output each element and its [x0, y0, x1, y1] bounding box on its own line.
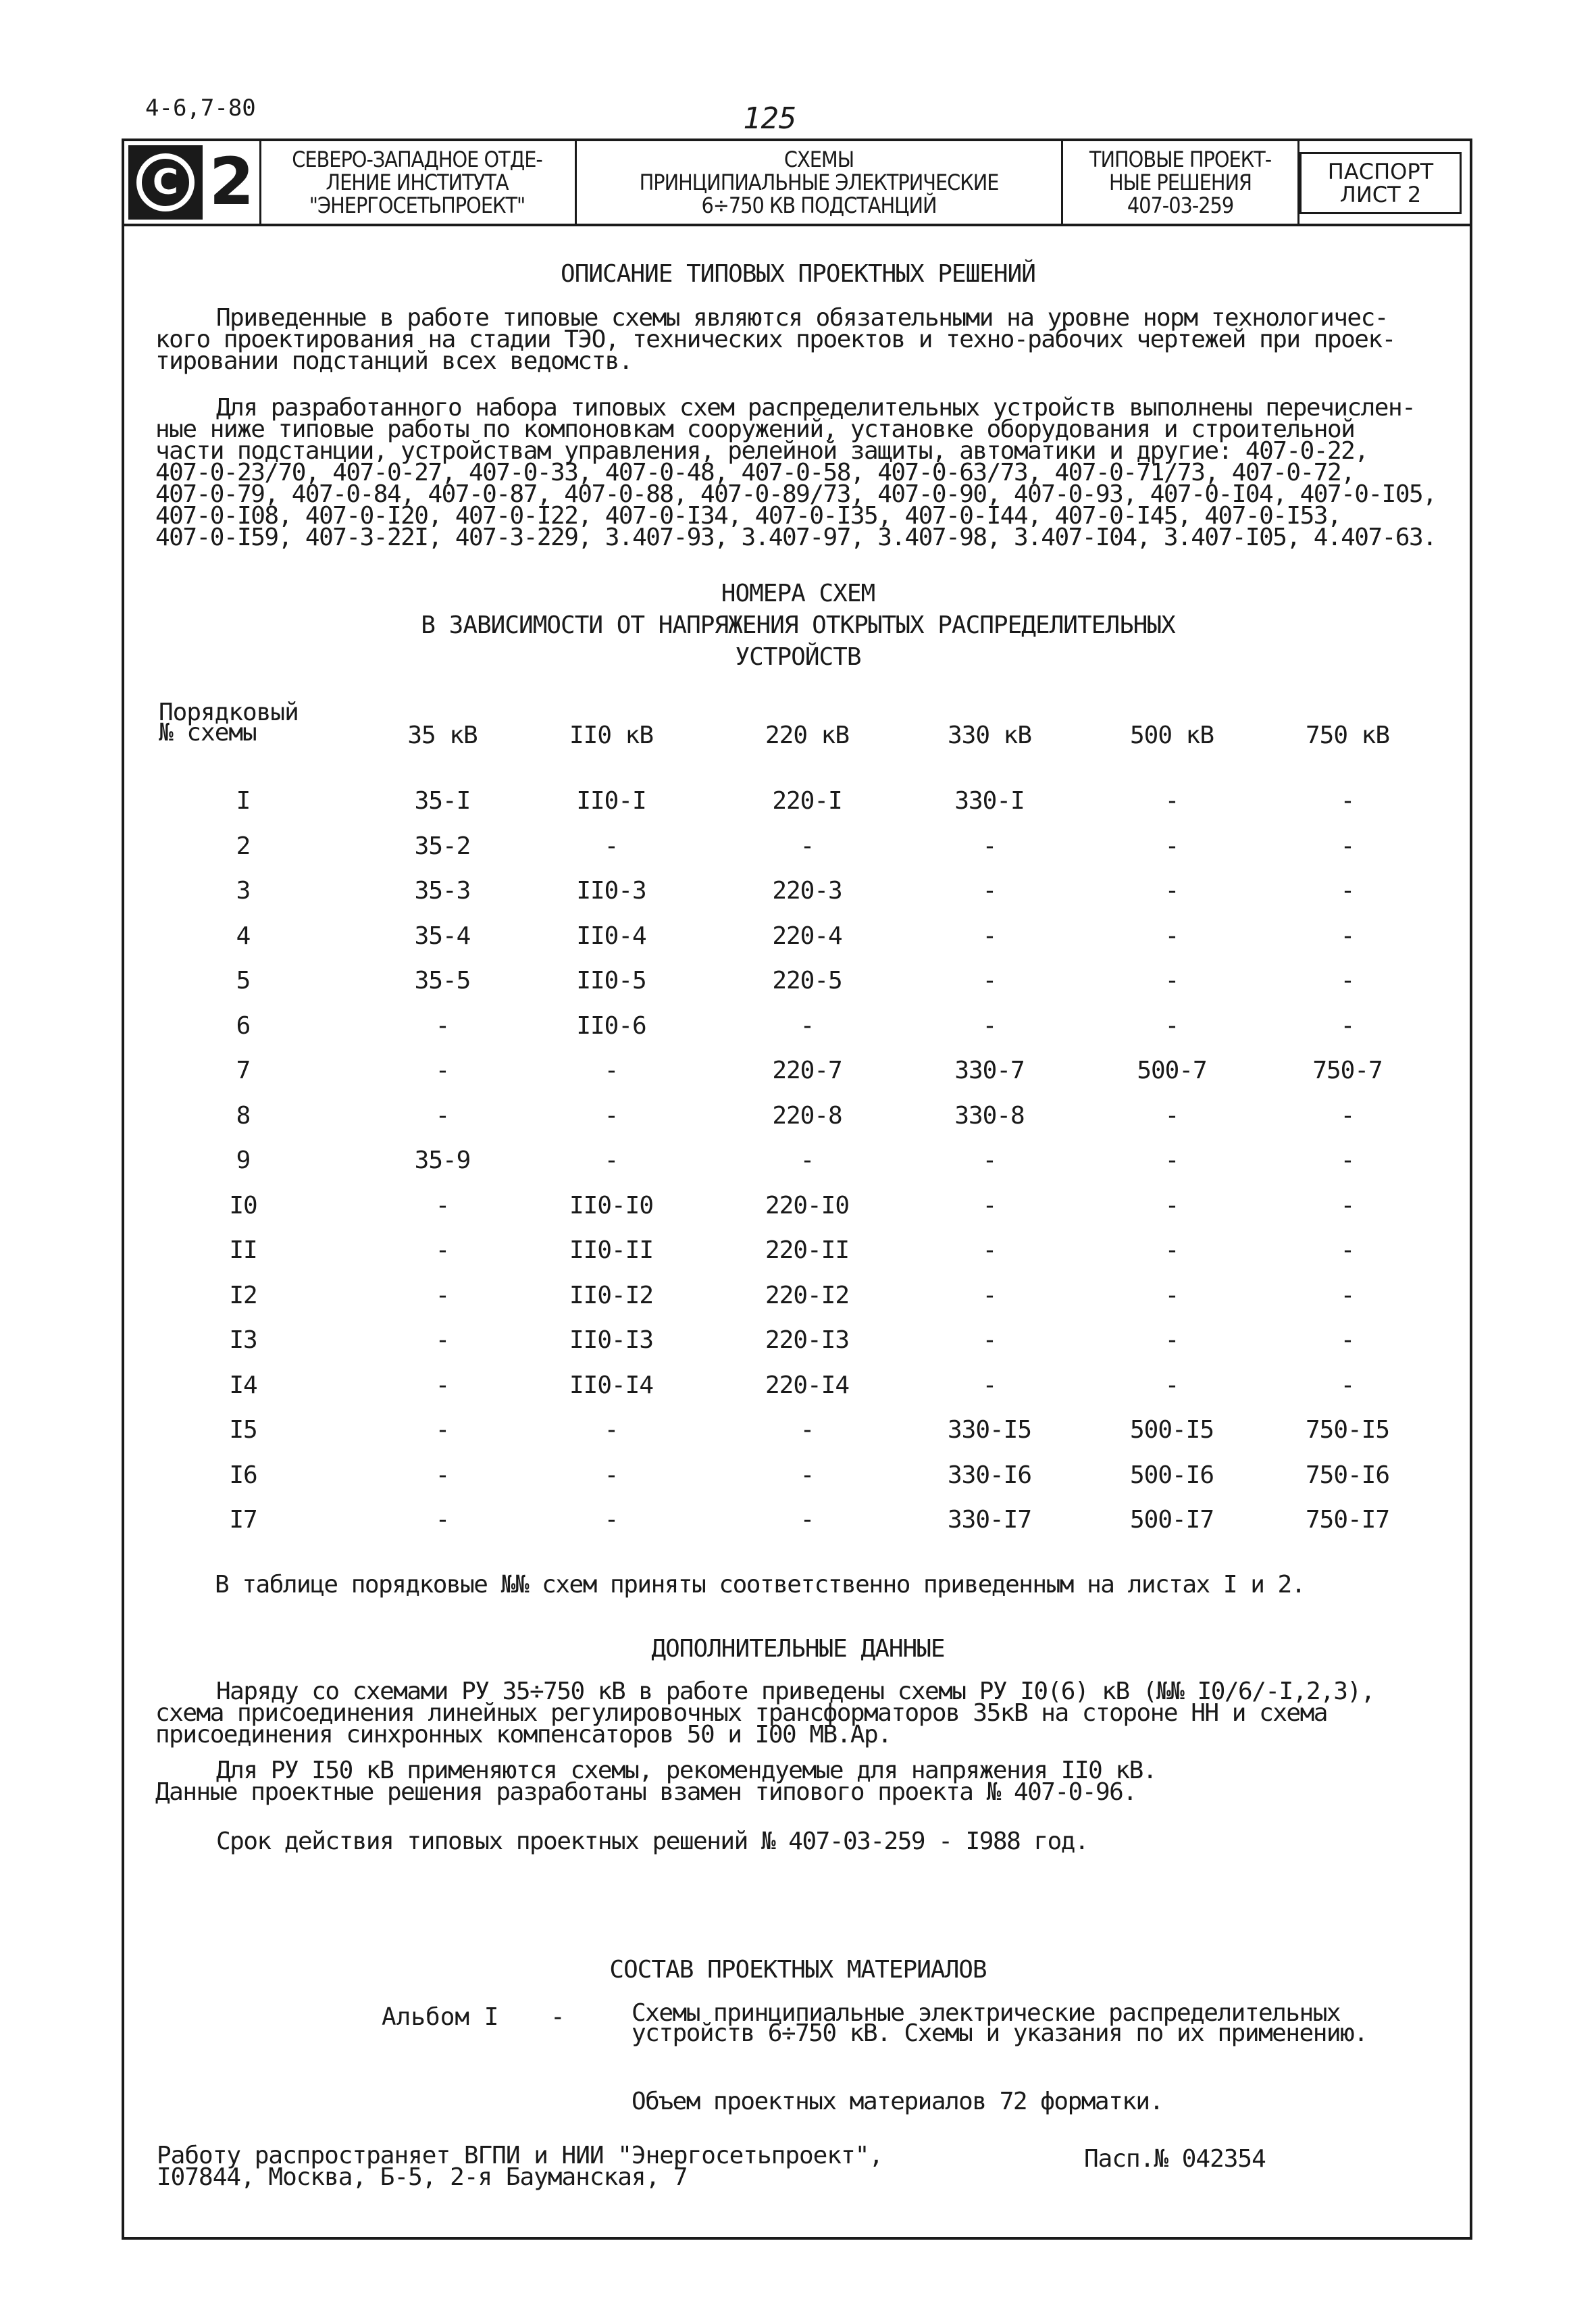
cell-220kv: 220-I0 — [765, 1192, 850, 1219]
logo-number: 2 — [209, 144, 255, 220]
cell-330kv: 330-7 — [954, 1057, 1025, 1084]
cell-220kv: - — [800, 832, 815, 860]
cell-330kv: - — [982, 922, 997, 950]
album-dash: - — [550, 2003, 565, 2031]
cell-35kv: - — [435, 1057, 450, 1084]
title-line-2: ПРИНЦИПИАЛЬНЫЕ ЭЛЕКТРИЧЕСКИЕ — [639, 170, 999, 195]
sheet-line-2: ЛИСТ 2 — [1339, 182, 1422, 207]
cell-330kv: - — [982, 1236, 997, 1264]
cell-220kv: - — [800, 1147, 815, 1174]
cell-35kv: 35-5 — [414, 967, 471, 995]
cell-110kv: II0-I3 — [569, 1326, 654, 1354]
cell-330kv: - — [982, 1012, 997, 1040]
distributor-info: Работу распространяет ВГПИ и НИИ "Энергосетьпроект", I07844, Москва, Б-5, 2-я Бауманская, 7 — [157, 2142, 883, 2191]
row-number: 7 — [236, 1057, 251, 1084]
additional-title: ДОПОЛНИТЕЛЬНЫЕ ДАННЫЕ — [651, 1635, 945, 1663]
cell-220kv: - — [800, 1461, 815, 1489]
cell-110kv: - — [604, 1461, 619, 1489]
column-header-number-line-1: Порядковый — [159, 699, 299, 726]
cell-220kv: - — [800, 1506, 815, 1534]
series-cell — [1063, 141, 1299, 224]
cell-750kv: - — [1340, 1326, 1355, 1354]
cell-220kv: 220-4 — [772, 922, 842, 950]
cell-35kv: - — [435, 1372, 450, 1399]
description-paragraph-2: Для разработанного набора типовых схем распределительных устройств выполнены перечислен- ные ниже типовые работы по компоновкам сооружений, установке оборудования и строительной части подстанции, устройствам управления, релейной защиты, автоматики и другие: 407-0-22, 407-0-23/70, 407-0-27, 407-0-33, 407-0-48, 407-0-58, 407-0-63/73, 407-0-71/73, 407-0-72, 407-0-79, 407-0-84, 407-0-87, 407-0-88, 407-0-89/73, 407-0-90, 407-0-93, 407-0-I04, 407-0-I05, 407-0-I08, 407-0-I20, 407-0-I22, 407-0-I34, 407-0-I35, 407-0-I44, 407-0-I45, 407-0-I53, 407-0-I59, 407-3-22I, 407-3-229, 3.407-93, 3.407-97, 3.407-98, 3.407-I04, 3.407-I05, 4.407-63. — [155, 394, 1437, 551]
cell-750kv: 750-I7 — [1305, 1506, 1390, 1534]
row-number: 9 — [236, 1147, 251, 1174]
logo-mark-icon — [128, 145, 203, 220]
org-line-1: СЕВЕРО-ЗАПАДНОЕ ОТДЕ- — [292, 147, 542, 172]
org-line-2: ЛЕНИЕ ИНСТИТУТА — [326, 170, 509, 195]
cell-500kv: - — [1164, 922, 1179, 950]
table-note: В таблице порядковые №№ схем приняты соответственно приведенным на листах I и 2. — [215, 1571, 1305, 1599]
column-header-number — [159, 699, 299, 747]
institute-logo — [124, 141, 261, 224]
cell-500kv: - — [1164, 1236, 1179, 1264]
passport-number: Пасп.№ 042354 — [1084, 2145, 1266, 2173]
cell-500kv: 500-I7 — [1129, 1506, 1214, 1534]
column-header-750kv: 750 кВ — [1305, 722, 1390, 749]
cell-35kv: - — [435, 1461, 450, 1489]
table-title-line-3: УСТРОЙСТВ — [735, 643, 861, 671]
row-number: I6 — [229, 1461, 257, 1489]
cell-110kv: II0-I2 — [569, 1282, 654, 1309]
cell-110kv: - — [604, 1416, 619, 1444]
cell-750kv: - — [1340, 1282, 1355, 1309]
cell-330kv: - — [982, 832, 997, 860]
page-number: 125 — [743, 101, 797, 136]
title-line-1: СХЕМЫ — [783, 147, 854, 172]
row-number: I5 — [229, 1416, 257, 1444]
cell-750kv: - — [1340, 967, 1355, 995]
cell-330kv: - — [982, 877, 997, 905]
cell-750kv: - — [1340, 1192, 1355, 1219]
series-line-3: 407-03-259 — [1127, 193, 1234, 218]
cell-110kv: II0-I4 — [569, 1372, 654, 1399]
series-line-1: ТИПОВЫЕ ПРОЕКТ- — [1089, 147, 1272, 172]
cell-220kv: 220-I3 — [765, 1326, 850, 1354]
cell-35kv: - — [435, 1326, 450, 1354]
cell-110kv: II0-4 — [576, 922, 646, 950]
additional-paragraph-1: Наряду со схемами РУ 35÷750 кВ в работе приведены схемы РУ I0(6) кВ (№№ I0/6/-I,2,3), схема присоединения линейных регулировочных трансформаторов 35кВ на стороне НН и схема присоединения синхронных компенсаторов 50 и I00 МВ.Ар. — [155, 1678, 1374, 1749]
cell-220kv: 220-3 — [772, 877, 842, 905]
cell-110kv: II0-II — [569, 1236, 654, 1264]
cell-35kv: - — [435, 1012, 450, 1040]
cell-330kv: - — [982, 967, 997, 995]
row-number: I0 — [229, 1192, 257, 1219]
cell-750kv: 750-7 — [1312, 1057, 1383, 1084]
cell-35kv: - — [435, 1416, 450, 1444]
description-title: ОПИСАНИЕ ТИПОВЫХ ПРОЕКТНЫХ РЕШЕНИЙ — [561, 260, 1035, 288]
cell-110kv: - — [604, 832, 619, 860]
column-header-35kv: 35 кВ — [407, 722, 478, 749]
cell-750kv: - — [1340, 1372, 1355, 1399]
cell-500kv: - — [1164, 1102, 1179, 1130]
column-header-500kv: 500 кВ — [1129, 722, 1214, 749]
cell-110kv: - — [604, 1147, 619, 1174]
cell-750kv: - — [1340, 1102, 1355, 1130]
cell-750kv: - — [1340, 1147, 1355, 1174]
cell-110kv: - — [604, 1102, 619, 1130]
title-block — [122, 139, 1472, 226]
column-header-number-line-2: № схемы — [159, 719, 257, 747]
row-number: 3 — [236, 877, 251, 905]
cell-500kv: 500-I6 — [1129, 1461, 1214, 1489]
validity-line: Срок действия типовых проектных решений № 407-03-259 - I988 год. — [216, 1828, 1089, 1855]
cell-500kv: - — [1164, 1282, 1179, 1309]
cell-330kv: 330-I7 — [947, 1506, 1032, 1534]
cell-220kv: 220-I2 — [765, 1282, 850, 1309]
column-header-330kv: 330 кВ — [947, 722, 1032, 749]
column-header-220kv: 220 кВ — [765, 722, 850, 749]
row-number: I — [236, 787, 251, 815]
cell-330kv: - — [982, 1282, 997, 1309]
document-code: 4-6,7-80 — [145, 95, 256, 122]
row-number: I4 — [229, 1372, 257, 1399]
cell-330kv: - — [982, 1147, 997, 1174]
row-number: 4 — [236, 922, 251, 950]
cell-330kv: 330-8 — [954, 1102, 1025, 1130]
cell-750kv: 750-I6 — [1305, 1461, 1390, 1489]
title-line-3: 6÷750 КВ ПОДСТАНЦИЙ — [701, 193, 937, 218]
cell-220kv: - — [800, 1012, 815, 1040]
cell-330kv: - — [982, 1372, 997, 1399]
cell-35kv: 35-3 — [414, 877, 471, 905]
cell-330kv: 330-I5 — [947, 1416, 1032, 1444]
cell-500kv: - — [1164, 1326, 1179, 1354]
cell-500kv: 500-I5 — [1129, 1416, 1214, 1444]
cell-330kv: 330-I6 — [947, 1461, 1032, 1489]
sheet-line-1: ПАСПОРТ — [1327, 159, 1434, 184]
cell-110kv: II0-I — [576, 787, 646, 815]
cell-110kv: - — [604, 1057, 619, 1084]
row-number: II — [229, 1236, 257, 1264]
cell-500kv: 500-7 — [1137, 1057, 1207, 1084]
description-paragraph-1: Приведенные в работе типовые схемы являются обязательными на уровне норм технологичес- кого проектирования на стадии ТЭО, технических проектов и техно-рабочих чертежей при проек- тировании подстанций всех ведомств. — [155, 304, 1395, 375]
cell-220kv: 220-I4 — [765, 1372, 850, 1399]
org-line-3: "ЭНЕРГОСЕТЬПРОЕКТ" — [309, 193, 525, 218]
cell-500kv: - — [1164, 1147, 1179, 1174]
table-title-line-1: НОМЕРА СХЕМ — [721, 580, 875, 607]
cell-500kv: - — [1164, 787, 1179, 815]
cell-330kv: - — [982, 1192, 997, 1219]
row-number: 5 — [236, 967, 251, 995]
cell-500kv: - — [1164, 1012, 1179, 1040]
cell-220kv: 220-II — [765, 1236, 850, 1264]
row-number: I3 — [229, 1326, 257, 1354]
cell-500kv: - — [1164, 1192, 1179, 1219]
cell-110kv: II0-3 — [576, 877, 646, 905]
cell-750kv: - — [1340, 1012, 1355, 1040]
cell-220kv: 220-8 — [772, 1102, 842, 1130]
cell-220kv: 220-7 — [772, 1057, 842, 1084]
cell-500kv: - — [1164, 877, 1179, 905]
cell-500kv: - — [1164, 832, 1179, 860]
cell-110kv: II0-I0 — [569, 1192, 654, 1219]
table-title-line-2: В ЗАВИСИМОСТИ ОТ НАПРЯЖЕНИЯ ОТКРЫТЫХ РАСПРЕДЕЛИТЕЛЬНЫХ — [421, 611, 1175, 639]
cell-35kv: - — [435, 1236, 450, 1264]
materials-title: СОСТАВ ПРОЕКТНЫХ МАТЕРИАЛОВ — [609, 1956, 987, 1984]
cell-35kv: - — [435, 1192, 450, 1219]
cell-110kv: II0-6 — [576, 1012, 646, 1040]
cell-750kv: - — [1340, 787, 1355, 815]
cell-330kv: - — [982, 1326, 997, 1354]
cell-35kv: 35-2 — [414, 832, 471, 860]
cell-220kv: 220-I — [772, 787, 842, 815]
row-number: I2 — [229, 1282, 257, 1309]
cell-500kv: - — [1164, 967, 1179, 995]
series-line-2: НЫЕ РЕШЕНИЯ — [1108, 170, 1252, 195]
cell-500kv: - — [1164, 1372, 1179, 1399]
cell-750kv: 750-I5 — [1305, 1416, 1390, 1444]
document-title-cell — [577, 141, 1063, 224]
cell-220kv: 220-5 — [772, 967, 842, 995]
cell-220kv: - — [800, 1416, 815, 1444]
cell-35kv: - — [435, 1506, 450, 1534]
cell-110kv: - — [604, 1506, 619, 1534]
sheet-cell — [1299, 152, 1462, 214]
cell-35kv: - — [435, 1102, 450, 1130]
row-number: 6 — [236, 1012, 251, 1040]
cell-750kv: - — [1340, 922, 1355, 950]
cell-750kv: - — [1340, 1236, 1355, 1264]
materials-volume: Объем проектных материалов 72 форматки. — [632, 2088, 1163, 2115]
row-number: 8 — [236, 1102, 251, 1130]
logo-letter: С — [136, 153, 195, 211]
album-label: Альбом I — [382, 2003, 499, 2031]
cell-110kv: II0-5 — [576, 967, 646, 995]
cell-750kv: - — [1340, 877, 1355, 905]
cell-35kv: 35-9 — [414, 1147, 471, 1174]
cell-750kv: - — [1340, 832, 1355, 860]
column-header-110kv: II0 кВ — [569, 722, 654, 749]
organization-cell — [259, 141, 577, 224]
album-description: Схемы принципиальные электрические распределительных устройств 6÷750 кВ. Схемы и указания по их применению. — [632, 1999, 1368, 2047]
cell-330kv: 330-I — [954, 787, 1025, 815]
row-number: I7 — [229, 1506, 257, 1534]
additional-paragraph-2: Для РУ I50 кВ применяются схемы, рекомендуемые для напряжения II0 кВ. Данные проектные решения разработаны взамен типового проекта № 407-0-96. — [155, 1757, 1156, 1806]
row-number: 2 — [236, 832, 251, 860]
cell-35kv: 35-4 — [414, 922, 471, 950]
cell-35kv: 35-I — [414, 787, 471, 815]
cell-35kv: - — [435, 1282, 450, 1309]
